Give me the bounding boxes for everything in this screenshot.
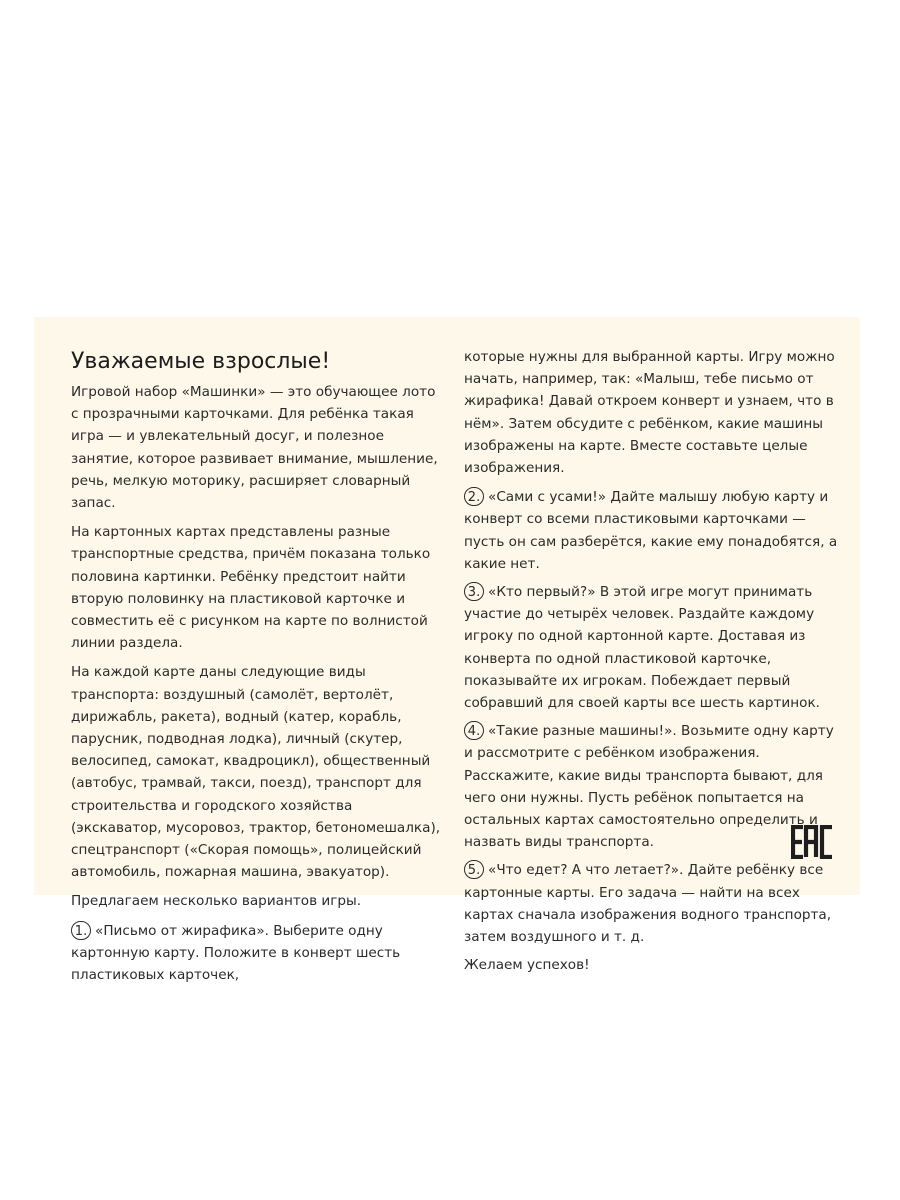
game-item-3: [464, 581, 840, 714]
page-title: Уважаемые взрослые!: [71, 349, 331, 374]
closing-text: Желаем успехов!: [464, 957, 590, 974]
instruction-card: [34, 317, 860, 984]
transport-types-paragraph: На каждой карте даны следующие виды транспорта: воздушный (самолёт, вертолёт, дирижабль, ракета), водный (катер, корабль, парусник, подводная лодка), личный (скутер, велосипед, самокат, квадроцикл), общественный (автобус, трамвай, такси, поезд), транспорт для строительства и городского хозяйства (экскаватор, мусоровоз, трактор, бетономешалка), спецтранспорт («Скорая помощь», полицейский автомобиль, пожарная машина, эвакуатор).: [71, 664, 441, 881]
game-text-continued: которые нужны для выбранной карты. Игру можно начать, например, так: «Малыш, тебе письмо от жирафика! Давай откроем конверт и узнаем, что в нём». Затем обсудите с ребёнком, какие машины изображены на карте. Вместе составьте целые изображения.: [464, 349, 835, 477]
game-item-4: [464, 720, 840, 853]
left-column: [71, 347, 441, 992]
game-text: «Такие разные машины!». Возьмите одну карту и рассмотрите с ребёнком изображения. Расскажите, какие виды транспорта бывают, для чего они нужны. Пусть ребёнок попытается на остальных картах самостоятельно определить и назвать виды транспорта.: [464, 723, 834, 851]
game-number-badge: 4.: [464, 721, 484, 740]
game-item-1: [71, 920, 441, 987]
game-text: «Что едет? А что летает?». Дайте ребёнку все картонные карты. Его задача — найти на всех картах сначала изображения водного транспорта, затем воздушного и т. д.: [464, 862, 832, 946]
game-text: «Сами с усами!» Дайте малышу любую карту и конверт со всеми пластиковыми карточками — пусть он сам разберётся, какие ему понадобятся, а какие нет.: [464, 489, 838, 572]
variants-intro-paragraph: Предлагаем несколько вариантов игры.: [71, 893, 362, 910]
game-number-badge: 5.: [464, 860, 484, 879]
cards-description-paragraph: На картонных картах представлены разные транспортные средства, причём показана только половина картинки. Ребёнку предстоит найти вторую половинку на пластиковой карточке и совместить её с рисунком на карте по волнистой линии раздела.: [71, 524, 431, 652]
game-number-badge: 1.: [71, 921, 91, 940]
right-column: [464, 346, 840, 983]
game-number-badge: 2.: [464, 487, 484, 506]
intro-paragraph: Игровой набор «Машинки» — это обучающее лото с прозрачными карточками. Для ребёнка такая игра — и увлекательный досуг, и полезное занятие, которое развивает внимание, мышление, речь, мелкую моторику, расширяет словарный запас.: [71, 384, 438, 512]
game-text-start: «Письмо от жирафика». Выберите одну картонную карту. Положите в конверт шесть пластиковых карточек,: [71, 922, 401, 984]
game-number-badge: 3.: [464, 582, 484, 601]
game-item-2: [464, 486, 840, 575]
eac-certification-logo: [791, 825, 835, 859]
game-text: «Кто первый?» В этой игре могут принимать участие до четырёх человек. Раздайте каждому игроку по одной картонной карте. Доставая из конверта по одной пластиковой карточке, показывайте их игрокам. Побеждает первый собравший для своей карты все шесть картинок.: [464, 584, 820, 712]
game-item-5: [464, 859, 840, 948]
